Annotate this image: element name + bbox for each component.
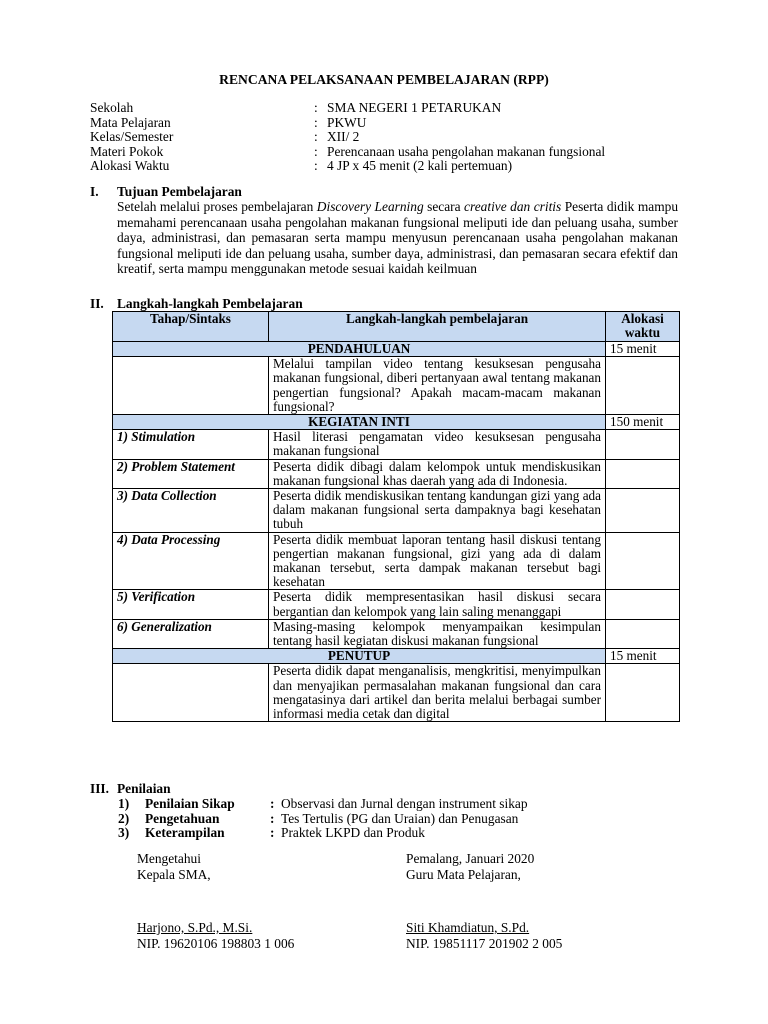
- info-label-materi: Materi Pokok: [90, 144, 164, 159]
- assessment-label-pengetahuan: Pengetahuan: [145, 811, 220, 826]
- table-row: [113, 619, 680, 648]
- time-cell: [606, 489, 680, 533]
- header-langkah: Langkah-langkah pembelajaran: [269, 312, 606, 342]
- section3-number: III.: [90, 781, 109, 796]
- header-alokasi: Alokasi waktu: [606, 312, 680, 342]
- assessment-value-sikap: Observasi dan Jurnal dengan instrument sikap: [281, 796, 528, 811]
- info-value-alokasi: 4 JP x 45 menit (2 kali pertemuan): [327, 158, 513, 173]
- time-cell: [606, 430, 680, 459]
- time-cell: [606, 590, 680, 619]
- sintaks-cell: [113, 357, 269, 415]
- info-label-sekolah: Sekolah: [90, 100, 134, 115]
- signature-right-line1: Pemalang, Januari 2020: [406, 851, 535, 866]
- document-title: RENCANA PELAKSANAAN PEMBELAJARAN (RPP): [219, 72, 549, 87]
- learning-steps-table: [112, 311, 680, 722]
- section-time-penutup: 15 menit: [606, 649, 680, 664]
- section-row-pendahuluan: [113, 342, 680, 357]
- section-row-penutup: [113, 649, 680, 664]
- step-text: Peserta didik dibagi dalam kelompok untuk mendiskusikan makanan fungsional khas daerah yang ada di Indonesia.: [269, 459, 606, 488]
- table-row: [113, 357, 680, 415]
- step-text: Peserta didik mendiskusikan tentang kandungan gizi yang ada dalam makanan fungsional serta dampaknya bagi kesehatan tubuh: [269, 489, 606, 533]
- signature-right-line2: Guru Mata Pelajaran,: [406, 867, 521, 882]
- section1-paragraph: Setelah melalui proses pembelajaran Discovery Learning secara creative dan critis Peserta didik mampu memahami perencanaan usaha pengolahan makanan fungsional meliputi ide dan peluang usaha, sumber daya, administrasi, dan pemasaran serta mampu menyusun perencanaan usaha pengolahan makanan fungsional meliputi ide dan peluang usaha, sumber daya, administrasi, dan pemasaran secara efektif dan kreatif, serta mampu menggunakan metode sesuai kaidah keilmuan: [117, 199, 679, 277]
- section-label-penutup: PENUTUP: [113, 649, 606, 664]
- assessment-num: 3): [118, 825, 130, 840]
- teacher-nip: NIP. 19851117 201902 2 005: [406, 936, 563, 951]
- info-value-kelas: XII/ 2: [327, 129, 360, 144]
- section1-heading: Tujuan Pembelajaran: [117, 184, 242, 199]
- info-label-alokasi: Alokasi Waktu: [90, 158, 170, 173]
- sintaks-data-processing: 4) Data Processing: [113, 532, 269, 590]
- assessment-label-keterampilan: Keterampilan: [145, 825, 225, 840]
- time-cell: [606, 664, 680, 722]
- assessment-num: 2): [118, 811, 130, 826]
- table-row: [113, 489, 680, 533]
- signature-left: [137, 851, 211, 883]
- header-tahap: Tahap/Sintaks: [113, 312, 269, 342]
- table-row: [113, 459, 680, 488]
- assessment-colon: :: [270, 811, 275, 826]
- section-time-pendahuluan: 15 menit: [606, 342, 680, 357]
- headmaster-name: Harjono, S.Pd., M.Si.: [137, 920, 253, 935]
- sintaks-stimulation: 1) Stimulation: [113, 430, 269, 459]
- assessment-value-pengetahuan: Tes Tertulis (PG dan Uraian) dan Penugasan: [281, 811, 519, 826]
- signature-right-name-block: [406, 920, 562, 952]
- assessment-label-sikap: Penilaian Sikap: [145, 796, 235, 811]
- step-text: Hasil literasi pengamatan video kesuksesan pengusaha makanan fungsional: [269, 430, 606, 459]
- time-cell: [606, 619, 680, 648]
- time-cell: [606, 357, 680, 415]
- table-row: [113, 590, 680, 619]
- info-label-kelas: Kelas/Semester: [90, 129, 174, 144]
- section-label-pendahuluan: PENDAHULUAN: [113, 342, 606, 357]
- info-value-sekolah: SMA NEGERI 1 PETARUKAN: [327, 100, 502, 115]
- table-row: [113, 532, 680, 590]
- info-colon: :: [314, 144, 318, 159]
- sintaks-verification: 5) Verification: [113, 590, 269, 619]
- sintaks-generalization: 6) Generalization: [113, 619, 269, 648]
- assessment-value-keterampilan: Praktek LKPD dan Produk: [281, 825, 425, 840]
- time-cell: [606, 532, 680, 590]
- info-colon: :: [314, 158, 318, 173]
- sintaks-cell: [113, 664, 269, 722]
- step-text: Peserta didik dapat menganalisis, mengkritisi, menyimpulkan dan menyajikan permasalahan makanan fungsional dan cara mengatasinya dari artikel dan berita melalui berbagai sumber informasi media cetak dan digital: [269, 664, 606, 722]
- signature-right: [406, 851, 534, 883]
- section-time-inti: 150 menit: [606, 415, 680, 430]
- sintaks-problem-statement: 2) Problem Statement: [113, 459, 269, 488]
- info-value-materi: Perencanaan usaha pengolahan makanan fungsional: [327, 144, 606, 159]
- teacher-name: Siti Khamdiatun, S.Pd.: [406, 920, 530, 935]
- step-text: Melalui tampilan video tentang kesuksesan pengusaha makanan fungsional, diberi pertanyaan awal tentang makanan pengertian fungsional? Apakah macam-macam makanan fungsional?: [269, 357, 606, 415]
- step-text: Peserta didik mempresentasikan hasil diskusi secara bergantian dan kelompok yang lain saling menanggapi: [269, 590, 606, 619]
- table-row: [113, 664, 680, 722]
- section2-number: II.: [90, 296, 104, 311]
- sintaks-data-collection: 3) Data Collection: [113, 489, 269, 533]
- assessment-num: 1): [118, 796, 130, 811]
- headmaster-nip: NIP. 19620106 198803 1 006: [137, 936, 295, 951]
- step-text: Peserta didik membuat laporan tentang hasil diskusi tentang pengertian makanan fungsional, gizi yang ada di dalam makanan tersebut, serta dampak makanan tersebut bagi kesehatan: [269, 532, 606, 590]
- section1-number: I.: [90, 184, 99, 199]
- assessment-colon: :: [270, 796, 275, 811]
- info-label-mapel: Mata Pelajaran: [90, 115, 171, 130]
- section-row-inti: [113, 415, 680, 430]
- info-value-mapel: PKWU: [327, 115, 367, 130]
- signature-left-line1: Mengetahui: [137, 851, 201, 866]
- section-label-inti: KEGIATAN INTI: [113, 415, 606, 430]
- info-colon: :: [314, 115, 318, 130]
- assessment-colon: :: [270, 825, 275, 840]
- section2-heading: Langkah-langkah Pembelajaran: [117, 296, 303, 311]
- table-row: [113, 430, 680, 459]
- info-colon: :: [314, 100, 318, 115]
- step-text: Masing-masing kelompok menyampaikan kesimpulan tentang hasil kegiatan diskusi makanan fungsional: [269, 619, 606, 648]
- time-cell: [606, 459, 680, 488]
- section3-heading: Penilaian: [117, 781, 171, 796]
- signature-left-name-block: [137, 920, 294, 952]
- info-colon: :: [314, 129, 318, 144]
- signature-left-line2: Kepala SMA,: [137, 867, 211, 882]
- table-header-row: [113, 312, 680, 342]
